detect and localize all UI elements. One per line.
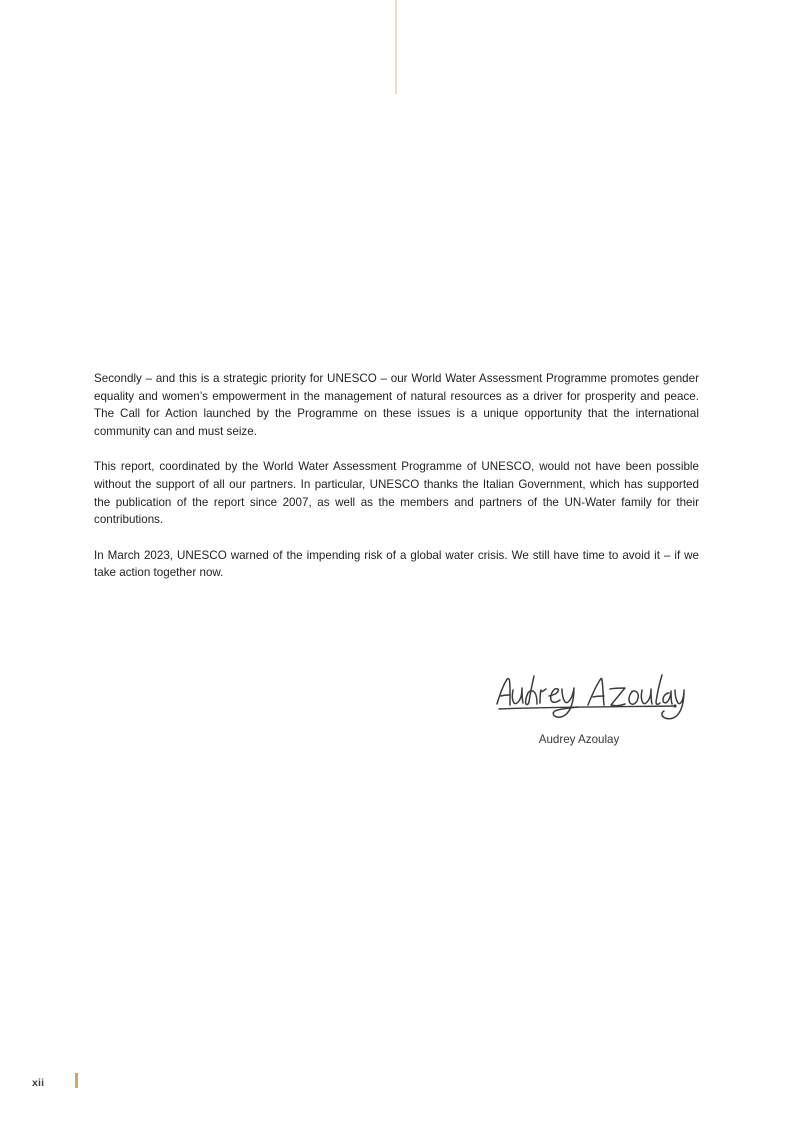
footer-accent-bar — [75, 1073, 78, 1088]
paragraph-1: Secondly – and this is a strategic priority for UNESCO – our World Water Assessment Programme promotes gender equality and women’s empowerment in the management of natural resources as a driver for prosperity and peace. The Call for Action launched by the Programme on these issues is a unique opportunity that the international community can and must seize. — [94, 372, 699, 438]
page-number: xii — [32, 1077, 45, 1089]
top-vertical-rule-decoration — [395, 0, 397, 94]
foreword-body-text — [94, 370, 699, 582]
signature-printed-name: Audrey Azoulay — [538, 733, 620, 746]
signature-block — [470, 662, 700, 747]
paragraph-2: This report, coordinated by the World Water Assessment Programme of UNESCO, would not have been possible without the support of all our partners. In particular, UNESCO thanks the Italian Government, which has supported the publication of the report since 2007, as well as the members and partners of the UN-Water family for their contributions. — [94, 460, 699, 527]
handwritten-signature-icon — [482, 662, 697, 722]
paragraph-3: In March 2023, UNESCO warned of the impending risk of a global water crisis. We still have time to avoid it – if we take action together now. — [94, 548, 699, 580]
page-footer — [0, 1060, 793, 1122]
